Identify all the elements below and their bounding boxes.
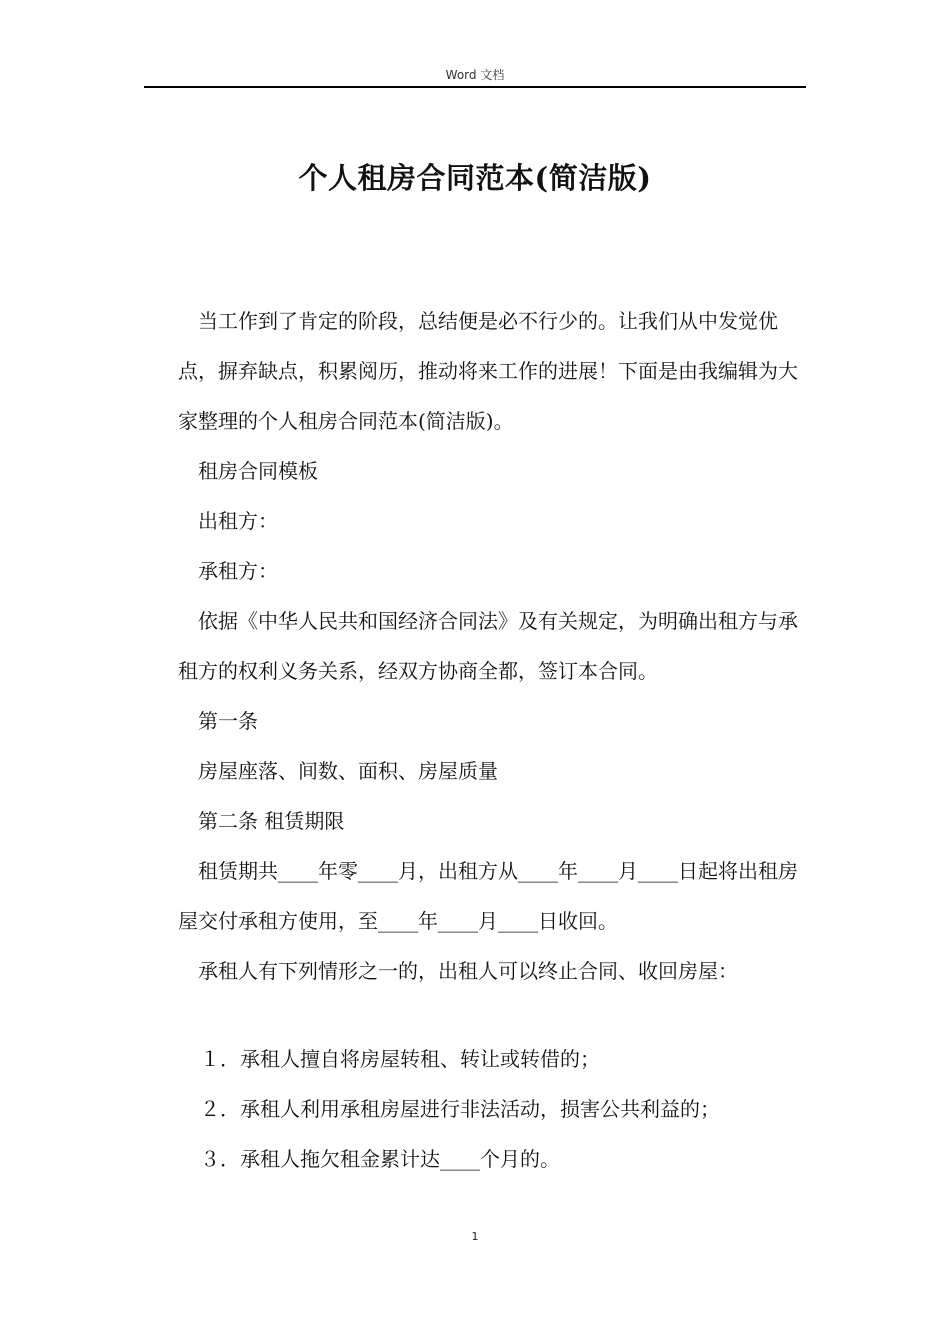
article-two-heading: 第二条 租赁期限: [198, 809, 345, 833]
article-one-heading: 第一条: [198, 709, 258, 733]
lessee-line: 承租方：: [198, 559, 278, 583]
list-item: ３．承租人拖欠租金累计达____个月的。: [200, 1147, 560, 1171]
page-header: Word 文档: [445, 68, 505, 82]
termination-intro: 承租人有下列情形之一的，出租人可以终止合同、收回房屋：: [198, 959, 738, 983]
intro-paragraph: 当工作到了肯定的阶段，总结便是必不行少的。让我们从中发觉优点，摒弃缺点，积累阅历，推动将来工作的进展！下面是由我编辑为大家整理的个人租房合同范本(简洁版)。: [178, 309, 798, 433]
article-one-content: 房屋座落、间数、面积、房屋质量: [198, 759, 498, 783]
list-item: ２．承租人利用承租房屋进行非法活动，损害公共利益的；: [200, 1097, 720, 1121]
document-body: [178, 296, 806, 1184]
paragraph-gap: [178, 996, 806, 1034]
lessor-line: 出租方：: [198, 509, 278, 533]
document-title: 个人租房合同范本(简洁版): [298, 161, 652, 195]
lease-term-paragraph: 租赁期共____年零____月，出租方从____年____月____日起将出租房屋交付承租方使用，至____年____月____日收回。: [178, 859, 798, 933]
page-number: 1: [471, 1230, 479, 1243]
header-divider: [144, 86, 806, 88]
section-heading-template: 租房合同模板: [198, 459, 318, 483]
legal-basis-paragraph: 依据《中华人民共和国经济合同法》及有关规定，为明确出租方与承租方的权利义务关系，经双方协商全都，签订本合同。: [178, 609, 798, 683]
list-item: １．承租人擅自将房屋转租、转让或转借的；: [200, 1047, 600, 1071]
